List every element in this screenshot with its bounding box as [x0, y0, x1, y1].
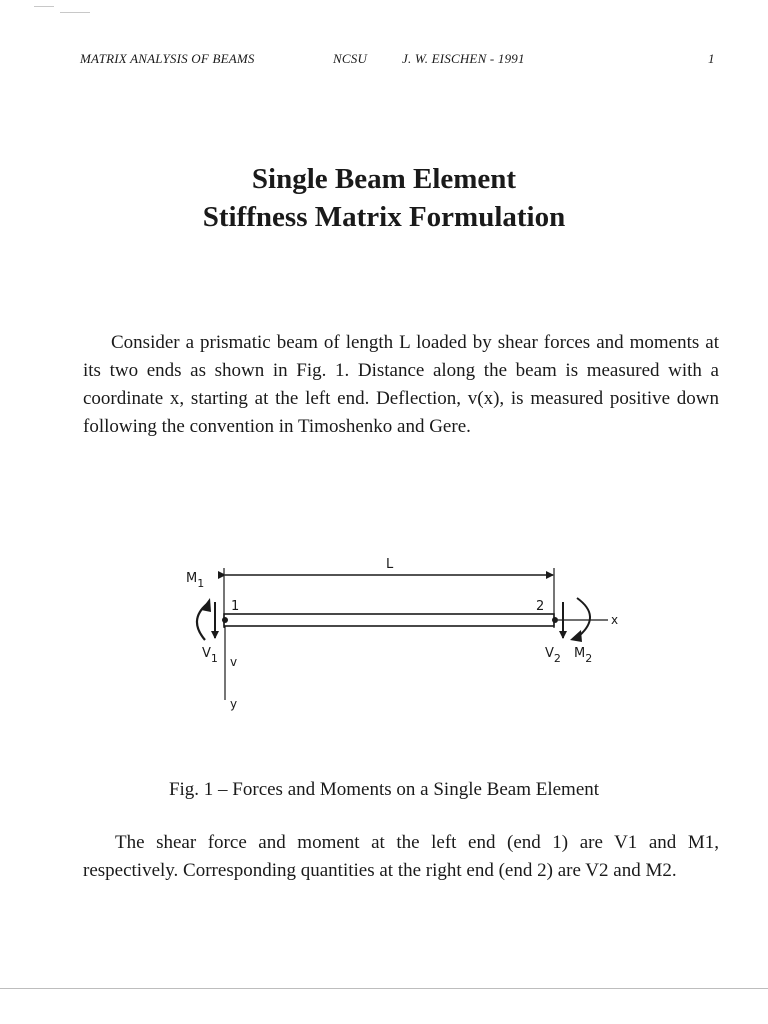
- bottom-rule: [0, 988, 768, 989]
- m2-moment-arrow: [577, 598, 590, 636]
- node-1-label: 1: [231, 599, 240, 614]
- node-2-dot: [552, 617, 558, 623]
- beam-body: [224, 614, 554, 626]
- figure-caption: Fig. 1 – Forces and Moments on a Single Beam Element: [168, 779, 600, 800]
- running-header: [80, 51, 720, 71]
- header-school: NCSU: [333, 51, 368, 66]
- beam-diagram: [150, 540, 630, 720]
- y-axis-label: y: [230, 697, 238, 711]
- x-axis-label: x: [611, 613, 619, 627]
- end-forces-paragraph: The shear force and moment at the left end (end 1) are V1 and M1, respectively. Corresponding quantities at the right end (end 2) are V2 and M2.: [83, 832, 719, 881]
- node-1-dot: [222, 617, 228, 623]
- length-label: L: [386, 557, 394, 572]
- intro-paragraph: Consider a prismatic beam of length L loaded by shear forces and moments at its two ends as shown in Fig. 1. Distance along the beam is measured with a coordinate x, starting at the left end. Deflection, v(x), is measured positive down following the convention in Timoshenko and Gere.: [83, 332, 719, 437]
- page-number: 1: [708, 51, 715, 66]
- scan-speck: [60, 12, 90, 13]
- header-author: J. W. EISCHEN - 1991: [402, 51, 525, 66]
- title-line-1: Single Beam Element: [251, 163, 517, 195]
- v-axis-label: v: [230, 655, 238, 669]
- m2-arrowhead: [570, 630, 582, 642]
- title-line-2: Stiffness Matrix Formulation: [202, 201, 566, 233]
- m1-label: $M_1$: [186, 571, 205, 590]
- v1-label: $V_1$: [202, 646, 218, 665]
- m1-arrowhead: [201, 598, 211, 612]
- header-title: MATRIX ANALYSIS OF BEAMS: [80, 51, 255, 66]
- v2-label: $V_2$: [545, 646, 561, 665]
- m2-label: $M_2$: [574, 646, 593, 665]
- beam-figure: [150, 540, 630, 720]
- scan-speck: [34, 6, 54, 7]
- page-title: [0, 160, 768, 236]
- node-2-label: 2: [536, 599, 545, 614]
